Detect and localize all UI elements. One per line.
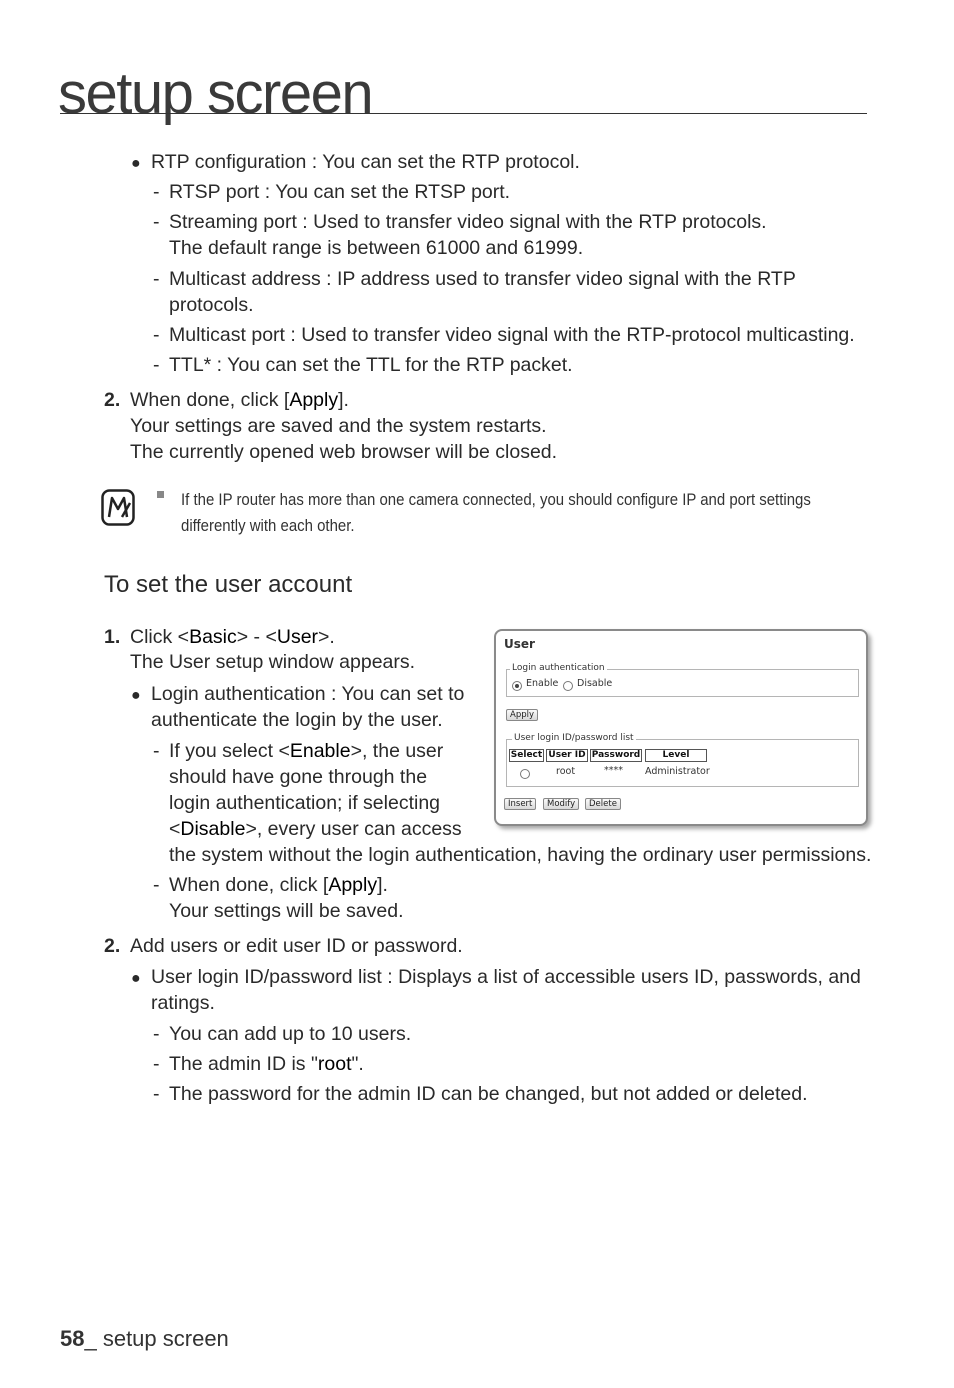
dash: - [153, 354, 160, 376]
bullet-text: authenticate the login by the user. [151, 709, 443, 731]
dash-text: The admin ID is "root". [169, 1053, 364, 1075]
step-text: The User setup window appears. [130, 651, 416, 673]
user-setup-window [494, 629, 868, 826]
step-number: 2. [104, 935, 121, 957]
dash: - [153, 740, 160, 762]
dash-text: When done, click [Apply]. [169, 874, 388, 896]
bullet-text: ratings. [151, 992, 215, 1014]
dash-text: You can add up to 10 users. [169, 1023, 412, 1045]
dash: - [153, 1083, 160, 1105]
step-text: The currently opened web browser will be closed. [130, 441, 558, 463]
note-icon [101, 489, 135, 526]
note-text: If the IP router has more than one camera connected, you should configure IP and port settings [181, 490, 811, 509]
bullet-text: User login ID/password list : Displays a list of accessible users ID, passwords, and [151, 966, 861, 988]
enable-label: Enable [526, 678, 559, 689]
column-header-password: Password [591, 750, 641, 760]
dash: - [153, 211, 160, 233]
dash: - [153, 1023, 160, 1045]
apply-keyword: Apply [289, 389, 339, 411]
rtp-item: Multicast port : Used to transfer video signal with the RTP-protocol multicasting. [169, 324, 855, 346]
disable-label: Disable [577, 678, 613, 689]
rtp-item: Streaming port : Used to transfer video signal with the RTP protocols. [169, 211, 767, 233]
insert-button[interactable]: Insert [504, 798, 536, 810]
dash-text: The password for the admin ID can be changed, but not added or deleted. [169, 1083, 808, 1105]
dash: - [153, 324, 160, 346]
dash-text: Your settings will be saved. [169, 900, 404, 922]
note-bullet-square [157, 491, 164, 498]
apply-button[interactable]: Apply [506, 709, 538, 721]
step-number: 1. [104, 626, 121, 648]
rtp-item: RTSP port : You can set the RTSP port. [169, 181, 511, 203]
user-list-legend: User login ID/password list [514, 733, 634, 743]
rtp-item: TTL* : You can set the TTL for the RTP packet. [169, 354, 573, 376]
dash-text: If you select <Enable>, the user [169, 740, 444, 762]
dash: - [153, 874, 160, 896]
row-user-id: root [556, 766, 576, 777]
enable-radio[interactable] [512, 681, 522, 691]
dash-text: the system without the login authentication, having the ordinary user permissions. [169, 844, 872, 866]
window-title: User [504, 637, 535, 651]
rtp-item: protocols. [169, 294, 254, 316]
column-header-select: Select [510, 750, 543, 760]
step-text: Click <Basic> - <User>. [130, 626, 335, 648]
page-footer [60, 1325, 229, 1353]
dash-text: <Disable>, every user can access [169, 818, 462, 840]
page-number: 58 [60, 1326, 85, 1351]
disable-radio[interactable] [563, 681, 573, 691]
delete-button[interactable]: Delete [585, 798, 621, 810]
bullet-dot: ● [131, 155, 141, 172]
row-level: Administrator [645, 766, 710, 777]
column-header-user-id: User ID [546, 749, 588, 762]
dash: - [153, 268, 160, 290]
modify-button[interactable]: Modify [543, 798, 579, 810]
note-text: differently with each other. [181, 516, 355, 535]
dash: - [153, 181, 160, 203]
row-password: **** [604, 765, 623, 776]
login-auth-legend: Login authentication [512, 663, 605, 673]
step-text: Your settings are saved and the system restarts. [130, 415, 547, 437]
bullet-dot: ● [131, 970, 141, 987]
rtp-item: Multicast address : IP address used to transfer video signal with the RTP [169, 268, 796, 290]
rtp-item: The default range is between 61000 and 61999. [169, 237, 584, 259]
step-text: Add users or edit user ID or password. [130, 935, 463, 957]
dash-text: login authentication; if selecting [169, 792, 441, 814]
section-heading: To set the user account [104, 571, 353, 598]
footer-text: _ setup screen [84, 1326, 229, 1351]
title-divider [60, 113, 867, 114]
page-title: setup screen [58, 61, 373, 126]
bullet-dot: ● [131, 687, 141, 704]
bullet-text: Login authentication : You can set to [151, 683, 465, 705]
dash-text: should have gone through the [169, 766, 428, 788]
step-text: When done, click [Apply]. [130, 389, 349, 411]
row-select-radio[interactable] [520, 769, 530, 779]
login-auth-fieldset [506, 669, 859, 697]
step-number: 2. [104, 389, 121, 411]
column-header-level: Level [645, 749, 707, 762]
user-list-fieldset [506, 739, 859, 787]
rtp-bullet: RTP configuration : You can set the RTP protocol. [151, 151, 580, 173]
dash: - [153, 1053, 160, 1075]
